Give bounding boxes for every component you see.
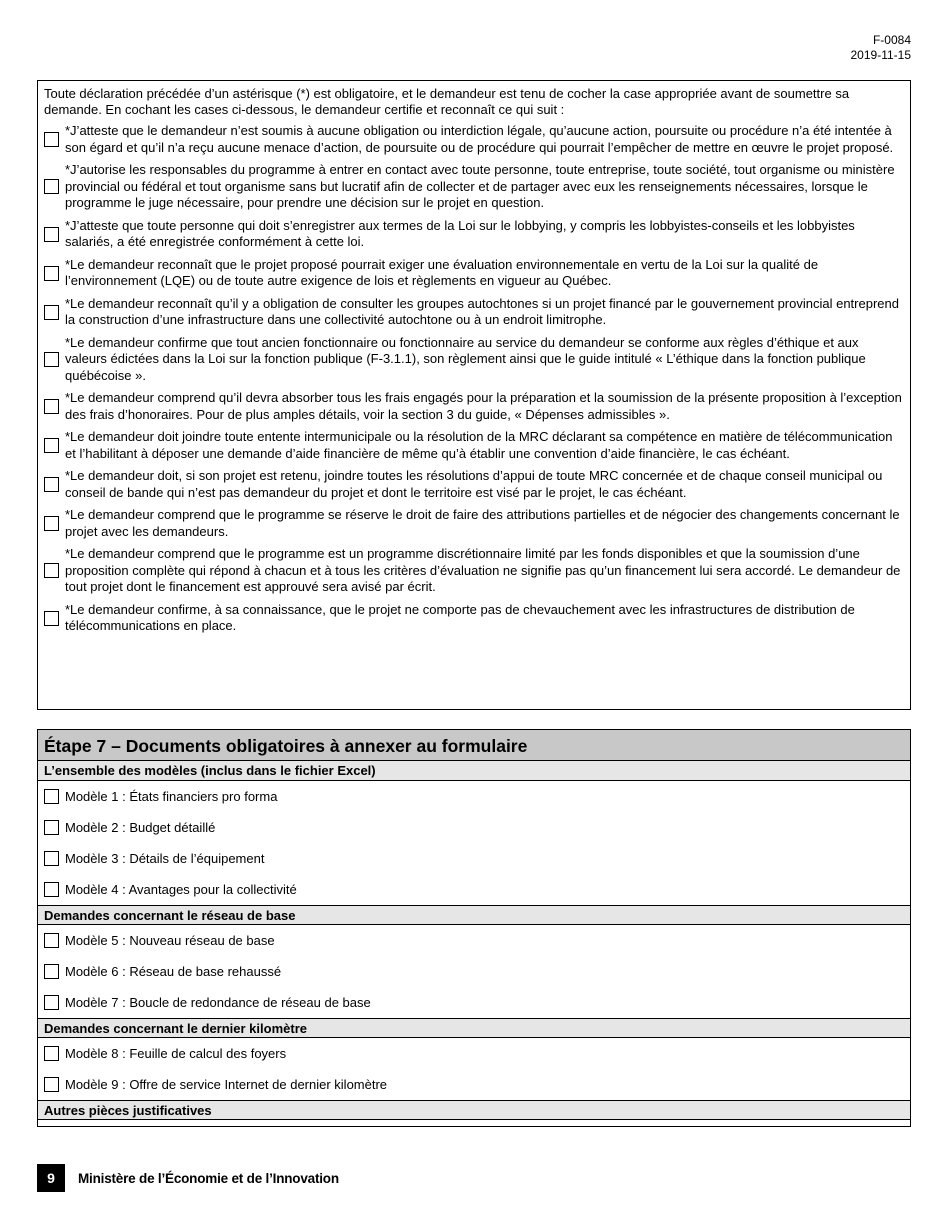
declaration-item (44, 296, 904, 329)
document-checkbox[interactable] (44, 882, 59, 897)
declaration-text: *Le demandeur comprend qu’il devra absorber tous les frais engagés pour la préparation et la soumission de la présente proposition à l’exception des frais d’honoraires. Pour de plus amples détails, voir la section 3 du guide, « Dépenses admissibles ». (65, 390, 902, 422)
declaration-item (44, 257, 904, 290)
declaration-item (44, 218, 904, 251)
document-item (38, 956, 910, 987)
declaration-checkbox[interactable] (44, 352, 59, 367)
declaration-checkbox[interactable] (44, 563, 59, 578)
document-item (38, 987, 910, 1018)
declaration-text: *Le demandeur reconnaît qu’il y a obligation de consulter les groupes autochtones si un projet financé par le gouvernement provincial entreprend la construction d’une infrastructure dans une collectivité autochtone ou à un endroit limitrophe. (65, 295, 899, 327)
declaration-checkbox[interactable] (44, 611, 59, 626)
declaration-item (44, 546, 904, 596)
declaration-text: *J’atteste que le demandeur n’est soumis à aucune obligation ou interdiction légale, qu’aucune action, poursuite ou procédure n’a été intentée à son égard et qu’il n’a reçu aucune menace d’action, de poursuite ou de procédure qui pourrait l’empêcher de mettre en œuvre le projet proposé. (65, 123, 894, 155)
document-checkbox[interactable] (44, 964, 59, 979)
page-number: 9 (37, 1164, 65, 1192)
declaration-checkbox[interactable] (44, 438, 59, 453)
document-checkbox[interactable] (44, 1046, 59, 1061)
document-label: Modèle 3 : Détails de l’équipement (65, 851, 265, 866)
document-item (38, 812, 910, 843)
document-label: Modèle 4 : Avantages pour la collectivité (65, 882, 297, 897)
document-label: Modèle 8 : Feuille de calcul des foyers (65, 1046, 287, 1061)
document-label: Modèle 7 : Boucle de redondance de réseau de base (65, 995, 371, 1010)
section-heading-backbone: Demandes concernant le réseau de base (38, 905, 910, 925)
declaration-item (44, 468, 904, 501)
document-label: Modèle 9 : Offre de service Internet de dernier kilomètre (65, 1077, 388, 1092)
document-label: Modèle 5 : Nouveau réseau de base (65, 933, 275, 948)
document-item (38, 1069, 910, 1100)
step7-box (37, 729, 911, 1127)
declaration-checkbox[interactable] (44, 516, 59, 531)
declaration-checkbox[interactable] (44, 266, 59, 281)
declaration-text: *Le demandeur comprend que le programme se réserve le droit de faire des attributions partielles et de négocier des changements concernant le projet avec les demandeurs. (65, 507, 900, 539)
document-item (38, 1038, 910, 1069)
declaration-item (44, 507, 904, 540)
declaration-checkbox[interactable] (44, 305, 59, 320)
document-checkbox[interactable] (44, 789, 59, 804)
document-label: Modèle 2 : Budget détaillé (65, 820, 216, 835)
document-label: Modèle 1 : États financiers pro forma (65, 789, 278, 804)
declaration-text: *Le demandeur doit, si son projet est retenu, joindre toutes les résolutions d’appui de toute MRC concernée et de chaque conseil municipal ou conseil de bande qui n’est pas demandeur du projet et dont le territoire est visé par le projet, le cas échéant. (65, 468, 883, 500)
section-heading-other: Autres pièces justificatives (38, 1100, 910, 1120)
declaration-text: *Le demandeur comprend que le programme est un programme discrétionnaire limité par les fonds disponibles et que la soumission d’une proposition complète qui répond à chacun et à tous les critères d’évaluation ne signifie pas qu’un financement lui sera accordé. Le demandeur de tout projet dont le financement est approuvé sera avisé par écrit. (65, 546, 901, 594)
document-checkbox[interactable] (44, 995, 59, 1010)
declaration-checkbox[interactable] (44, 132, 59, 147)
declarations-box (37, 80, 911, 710)
declaration-item (44, 429, 904, 462)
declaration-item (44, 602, 904, 635)
form-header (851, 33, 912, 63)
declaration-item (44, 335, 904, 385)
document-item (38, 781, 910, 812)
declaration-checkbox[interactable] (44, 179, 59, 194)
document-checkbox[interactable] (44, 851, 59, 866)
document-checkbox[interactable] (44, 1077, 59, 1092)
declaration-checkbox[interactable] (44, 399, 59, 414)
document-item (38, 925, 910, 956)
declaration-text: *Le demandeur confirme, à sa connaissance, que le projet ne comporte pas de chevauchement avec les infrastructures de distribution de télécommunications en place. (65, 601, 855, 633)
declaration-text: *Le demandeur confirme que tout ancien fonctionnaire ou fonctionnaire au service du demandeur se conforme aux règles d’éthique et aux valeurs édictées dans la Loi sur la fonction publique (F-3.1.1), son règlement ainsi que le guide intitulé « L’éthique dans la fonction publique québécoise ». (65, 334, 866, 383)
declaration-text: *Le demandeur reconnaît que le projet proposé pourrait exiger une évaluation environnementale en vertu de la Loi sur la qualité de l’environnement (LQE) ou de toute autre exigence de lois et règlements en vigueur au Québec. (65, 256, 819, 288)
declaration-text: *J’atteste que toute personne qui doit s’enregistrer aux termes de la Loi sur le lobbying, y compris les lobbyistes-conseils et les lobbyistes salariés, a été enregistrée conformément à cette loi. (65, 217, 855, 249)
declaration-item (44, 162, 904, 212)
document-checkbox[interactable] (44, 933, 59, 948)
ministry-name: Ministère de l’Économie et de l’Innovation (78, 1170, 339, 1186)
declaration-checkbox[interactable] (44, 477, 59, 492)
declaration-item (44, 390, 904, 423)
declaration-text: *J’autorise les responsables du programme à entrer en contact avec toute personne, toute entreprise, toute société, tout organisme ou ministère provincial ou fédéral et tout organisme sans but lucratif afin de collecter et de partager avec eux les renseignements nécessaires, lorsque le programme le juge nécessaire, pour prendre une décision sur le projet en question. (65, 162, 895, 210)
form-code: F-0084 (872, 33, 911, 47)
document-item (38, 843, 910, 874)
document-label: Modèle 6 : Réseau de base rehaussé (65, 964, 282, 979)
document-checkbox[interactable] (44, 820, 59, 835)
form-date: 2019-11-15 (850, 48, 911, 62)
declaration-text: *Le demandeur doit joindre toute entente intermunicipale ou la résolution de la MRC déclarant sa compétence en matière de télécommunication et l’habilitant à déposer une demande d’aide financière de même qu’à établir une convention d’aide financière, le cas échéant. (65, 429, 893, 461)
document-item (38, 874, 910, 905)
section-heading-last-mile: Demandes concernant le dernier kilomètre (38, 1018, 910, 1038)
declarations-intro: Toute déclaration précédée d’un astérisque (*) est obligatoire, et le demandeur est tenu de cocher la case appropriée avant de soumettre sa demande. En cochant les cases ci-dessous, le demandeur certifie et reconnaît ce qui suit : (44, 86, 850, 117)
declaration-checkbox[interactable] (44, 227, 59, 242)
section-heading-templates: L’ensemble des modèles (inclus dans le fichier Excel) (38, 761, 910, 781)
page-footer (37, 1164, 339, 1192)
step7-title: Étape 7 – Documents obligatoires à annexer au formulaire (38, 730, 910, 761)
declaration-item (44, 123, 904, 156)
